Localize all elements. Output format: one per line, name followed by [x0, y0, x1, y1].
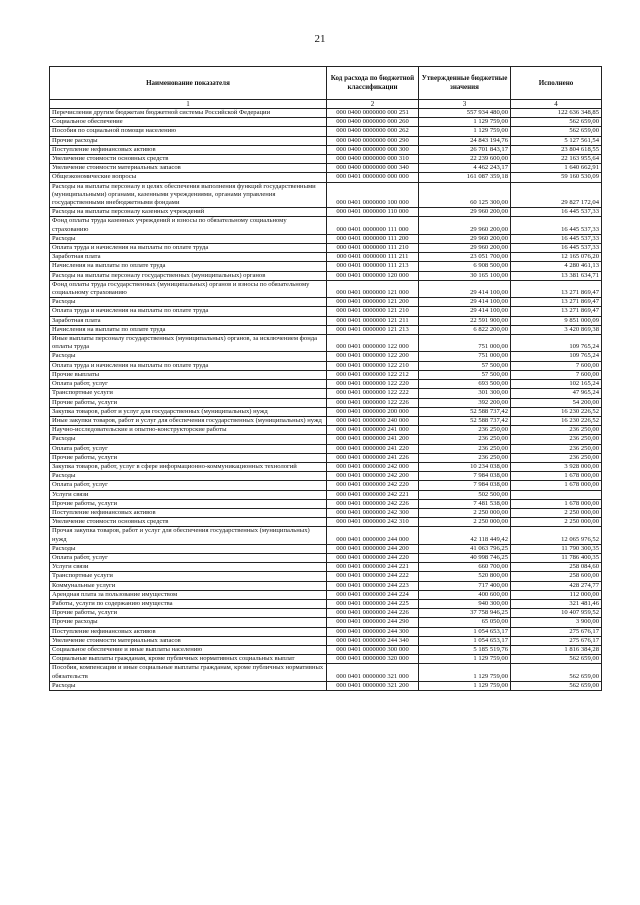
- row-name-cell: Поступление нефинансовых активов: [50, 508, 327, 517]
- table-row: [50, 544, 602, 553]
- row-name-cell: Заработная плата: [50, 316, 327, 325]
- row-name-cell: Работы, услуги по содержанию имущества: [50, 599, 327, 608]
- row-name-cell: Социальное обеспечение и иные выплаты населению: [50, 645, 327, 654]
- table-row: [50, 572, 602, 581]
- row-executed-cell: 562 659,00: [511, 118, 602, 127]
- row-code-cell: 000 0401 0000000 244 290: [327, 618, 419, 627]
- row-code-cell: 000 0401 0000000 241 220: [327, 444, 419, 453]
- table-row: [50, 335, 602, 352]
- row-code-cell: 000 0400 0000000 000 251: [327, 109, 419, 118]
- row-code-cell: 000 0400 0000000 000 310: [327, 155, 419, 164]
- row-approved-cell: 717 400,00: [419, 581, 511, 590]
- row-executed-cell: 258 600,00: [511, 572, 602, 581]
- table-row: [50, 262, 602, 271]
- row-code-cell: 000 0401 0000000 321 000: [327, 664, 419, 681]
- row-code-cell: 000 0401 0000000 300 000: [327, 645, 419, 654]
- row-approved-cell: 236 250,00: [419, 426, 511, 435]
- table-row: [50, 164, 602, 173]
- row-approved-cell: 400 600,00: [419, 590, 511, 599]
- row-approved-cell: 29 960 200,00: [419, 217, 511, 234]
- row-name-cell: Коммунальные услуги: [50, 581, 327, 590]
- row-name-cell: Пособия, компенсации и иные социальные выплаты гражданам, кроме публичных нормативных обязательств: [50, 664, 327, 681]
- table-row: [50, 118, 602, 127]
- row-code-cell: 000 0401 0000000 320 000: [327, 655, 419, 664]
- row-code-cell: 000 0401 0000000 244 226: [327, 609, 419, 618]
- row-approved-cell: 301 300,00: [419, 389, 511, 398]
- row-code-cell: 000 0401 0000000 241 200: [327, 435, 419, 444]
- row-name-cell: Транспортные услуги: [50, 572, 327, 581]
- row-code-cell: 000 0401 0000000 244 340: [327, 636, 419, 645]
- row-approved-cell: 557 934 480,00: [419, 109, 511, 118]
- row-name-cell: Услуги связи: [50, 490, 327, 499]
- row-approved-cell: 29 960 200,00: [419, 208, 511, 217]
- table-row: [50, 481, 602, 490]
- table-row: [50, 490, 602, 499]
- row-approved-cell: 40 998 746,25: [419, 553, 511, 562]
- row-code-cell: 000 0401 0000000 244 000: [327, 527, 419, 544]
- page-number: 21: [314, 33, 326, 45]
- table-row: [50, 416, 602, 425]
- row-approved-cell: 236 250,00: [419, 444, 511, 453]
- row-executed-cell: [511, 490, 602, 499]
- row-approved-cell: 60 125 300,00: [419, 182, 511, 208]
- row-name-cell: Прочие работы, услуги: [50, 609, 327, 618]
- row-executed-cell: 16 445 537,33: [511, 234, 602, 243]
- row-code-cell: 000 0400 0000000 000 300: [327, 145, 419, 154]
- table-row: [50, 182, 602, 208]
- row-executed-cell: 16 230 226,52: [511, 407, 602, 416]
- table-body: [50, 109, 602, 691]
- row-code-cell: 000 0401 0000000 244 225: [327, 599, 419, 608]
- row-executed-cell: 3 928 000,00: [511, 462, 602, 471]
- row-approved-cell: 693 500,00: [419, 380, 511, 389]
- table-row: [50, 407, 602, 416]
- row-executed-cell: 1 816 384,28: [511, 645, 602, 654]
- column-index: 3: [419, 100, 511, 109]
- row-code-cell: 000 0401 0000000 111 000: [327, 217, 419, 234]
- row-approved-cell: 6 822 200,00: [419, 325, 511, 334]
- header-executed: Исполнено: [511, 67, 602, 100]
- row-executed-cell: 16 445 537,33: [511, 208, 602, 217]
- row-code-cell: 000 0401 0000000 242 226: [327, 499, 419, 508]
- row-name-cell: Прочие работы, услуги: [50, 398, 327, 407]
- row-name-cell: Прочие работы, услуги: [50, 499, 327, 508]
- row-executed-cell: 10 407 959,52: [511, 609, 602, 618]
- row-name-cell: Научно-исследовательские и опытно-конструкторские работы: [50, 426, 327, 435]
- row-approved-cell: 1 129 759,00: [419, 664, 511, 681]
- row-code-cell: 000 0401 0000000 242 310: [327, 518, 419, 527]
- row-executed-cell: 1 640 662,91: [511, 164, 602, 173]
- row-approved-cell: 41 063 796,25: [419, 544, 511, 553]
- table-row: [50, 136, 602, 145]
- row-code-cell: 000 0401 0000000 122 220: [327, 380, 419, 389]
- row-name-cell: Иные закупки товаров, работ и услуг для обеспечения государственных (муниципальных) нужд: [50, 416, 327, 425]
- table-row: [50, 426, 602, 435]
- table-row: [50, 208, 602, 217]
- row-executed-cell: 7 600,00: [511, 370, 602, 379]
- row-code-cell: 000 0401 0000000 244 220: [327, 553, 419, 562]
- row-approved-cell: 751 000,00: [419, 352, 511, 361]
- row-approved-cell: 236 250,00: [419, 453, 511, 462]
- row-code-cell: 000 0401 0000000 244 223: [327, 581, 419, 590]
- row-executed-cell: 11 790 300,35: [511, 544, 602, 553]
- row-executed-cell: 16 230 226,52: [511, 416, 602, 425]
- row-approved-cell: 26 701 843,17: [419, 145, 511, 154]
- row-executed-cell: 16 445 537,33: [511, 217, 602, 234]
- row-executed-cell: 1 678 000,00: [511, 472, 602, 481]
- table-row: [50, 389, 602, 398]
- row-executed-cell: 13 271 869,47: [511, 280, 602, 297]
- table-row: [50, 472, 602, 481]
- row-approved-cell: 29 960 200,00: [419, 234, 511, 243]
- table-row: [50, 217, 602, 234]
- budget-expenditure-table: [49, 66, 602, 691]
- row-name-cell: Закупка товаров, работ и услуг для государственных (муниципальных) нужд: [50, 407, 327, 416]
- row-name-cell: Расходы: [50, 681, 327, 690]
- table-row: [50, 444, 602, 453]
- row-name-cell: Социальные выплаты гражданам, кроме публичных нормативных социальных выплат: [50, 655, 327, 664]
- row-approved-cell: 37 758 946,25: [419, 609, 511, 618]
- row-code-cell: 000 0401 0000000 242 000: [327, 462, 419, 471]
- row-executed-cell: 2 250 000,00: [511, 508, 602, 517]
- table-row: [50, 380, 602, 389]
- row-name-cell: Оплата работ, услуг: [50, 553, 327, 562]
- row-executed-cell: 3 420 869,38: [511, 325, 602, 334]
- column-index-row: [50, 100, 602, 109]
- table-row: [50, 681, 602, 690]
- row-name-cell: Заработная плата: [50, 253, 327, 262]
- table-row: [50, 453, 602, 462]
- row-name-cell: Расходы: [50, 234, 327, 243]
- row-name-cell: Начисления на выплаты по оплате труда: [50, 325, 327, 334]
- row-executed-cell: 13 271 869,47: [511, 298, 602, 307]
- table-row: [50, 316, 602, 325]
- row-approved-cell: 2 250 000,00: [419, 518, 511, 527]
- row-executed-cell: 4 280 461,13: [511, 262, 602, 271]
- row-name-cell: Оплата труда и начисления на выплаты по оплате труда: [50, 307, 327, 316]
- row-name-cell: Оплата работ, услуг: [50, 444, 327, 453]
- row-code-cell: 000 0401 0000000 122 212: [327, 370, 419, 379]
- row-executed-cell: 12 165 076,20: [511, 253, 602, 262]
- row-name-cell: Социальное обеспечение: [50, 118, 327, 127]
- table-row: [50, 352, 602, 361]
- table-row: [50, 618, 602, 627]
- row-code-cell: 000 0401 0000000 242 221: [327, 490, 419, 499]
- row-code-cell: 000 0401 0000000 122 226: [327, 398, 419, 407]
- row-name-cell: Перечисления другим бюджетам бюджетной системы Российской Федерации: [50, 109, 327, 118]
- table-row: [50, 234, 602, 243]
- row-executed-cell: 16 445 537,33: [511, 244, 602, 253]
- column-index: 1: [50, 100, 327, 109]
- row-name-cell: Расходы: [50, 435, 327, 444]
- row-executed-cell: 236 250,00: [511, 426, 602, 435]
- row-executed-cell: 9 851 000,09: [511, 316, 602, 325]
- row-executed-cell: 11 786 400,35: [511, 553, 602, 562]
- row-name-cell: Оплата труда и начисления на выплаты по оплате труда: [50, 361, 327, 370]
- row-name-cell: Увеличение стоимости материальных запасов: [50, 164, 327, 173]
- row-executed-cell: 112 000,00: [511, 590, 602, 599]
- row-name-cell: Расходы: [50, 472, 327, 481]
- row-executed-cell: 258 084,60: [511, 563, 602, 572]
- row-executed-cell: 13 271 869,47: [511, 307, 602, 316]
- row-name-cell: Поступление нефинансовых активов: [50, 627, 327, 636]
- row-name-cell: Иные выплаты персоналу государственных (муниципальных) органов, за исключением фонда оплаты труда: [50, 335, 327, 352]
- table-row: [50, 145, 602, 154]
- row-name-cell: Прочие расходы: [50, 618, 327, 627]
- header-name: Наименование показателя: [50, 67, 327, 100]
- table-row: [50, 499, 602, 508]
- row-name-cell: Расходы на выплаты персоналу в целях обеспечения выполнения функций государственными (муниципальными) органами, казенными учреждениями, органами управления государственными внебюджетными фондами: [50, 182, 327, 208]
- row-code-cell: 000 0401 0000000 110 000: [327, 208, 419, 217]
- row-code-cell: 000 0401 0000000 244 222: [327, 572, 419, 581]
- row-code-cell: 000 0401 0000000 121 000: [327, 280, 419, 297]
- table-row: [50, 325, 602, 334]
- row-approved-cell: 6 908 500,00: [419, 262, 511, 271]
- row-code-cell: 000 0401 0000000 000 000: [327, 173, 419, 182]
- row-name-cell: Увеличение стоимости основных средств: [50, 155, 327, 164]
- row-approved-cell: 52 588 737,42: [419, 407, 511, 416]
- row-approved-cell: 42 118 449,42: [419, 527, 511, 544]
- row-approved-cell: 22 591 900,00: [419, 316, 511, 325]
- table-row: [50, 508, 602, 517]
- row-approved-cell: 57 500,00: [419, 361, 511, 370]
- row-approved-cell: 161 087 359,18: [419, 173, 511, 182]
- row-code-cell: 000 0401 0000000 122 210: [327, 361, 419, 370]
- row-name-cell: Фонд оплаты труда государственных (муниципальных) органов и взносы по обязательному социальному страхованию: [50, 280, 327, 297]
- table-row: [50, 518, 602, 527]
- row-name-cell: Прочие работы, услуги: [50, 453, 327, 462]
- table-row: [50, 253, 602, 262]
- row-name-cell: Прочая закупка товаров, работ и услуг для обеспечения государственных (муниципальных) нужд: [50, 527, 327, 544]
- budget-table-container: [49, 66, 601, 691]
- column-index: 4: [511, 100, 602, 109]
- row-code-cell: 000 0400 0000000 000 260: [327, 118, 419, 127]
- row-name-cell: Оплата труда и начисления на выплаты по оплате труда: [50, 244, 327, 253]
- row-executed-cell: 109 765,24: [511, 335, 602, 352]
- row-code-cell: 000 0401 0000000 122 222: [327, 389, 419, 398]
- row-approved-cell: 4 462 243,17: [419, 164, 511, 173]
- table-row: [50, 298, 602, 307]
- row-executed-cell: 275 676,17: [511, 627, 602, 636]
- row-executed-cell: 1 678 000,00: [511, 481, 602, 490]
- row-code-cell: 000 0401 0000000 244 224: [327, 590, 419, 599]
- row-code-cell: 000 0401 0000000 100 000: [327, 182, 419, 208]
- table-row: [50, 244, 602, 253]
- row-name-cell: Прочие расходы: [50, 136, 327, 145]
- table-row: [50, 599, 602, 608]
- row-approved-cell: 30 165 100,00: [419, 271, 511, 280]
- row-executed-cell: 562 659,00: [511, 127, 602, 136]
- row-name-cell: Закупка товаров, работ, услуг в сфере информационно-коммуникационных технологий: [50, 462, 327, 471]
- table-row: [50, 636, 602, 645]
- row-approved-cell: 1 129 759,00: [419, 655, 511, 664]
- row-code-cell: 000 0401 0000000 111 200: [327, 234, 419, 243]
- row-code-cell: 000 0401 0000000 111 213: [327, 262, 419, 271]
- table-row: [50, 645, 602, 654]
- row-approved-cell: 24 843 194,76: [419, 136, 511, 145]
- row-executed-cell: 54 200,00: [511, 398, 602, 407]
- row-executed-cell: 321 481,46: [511, 599, 602, 608]
- table-row: [50, 155, 602, 164]
- row-name-cell: Поступление нефинансовых активов: [50, 145, 327, 154]
- row-executed-cell: 236 250,00: [511, 444, 602, 453]
- row-name-cell: Транспортные услуги: [50, 389, 327, 398]
- row-name-cell: Начисления на выплаты по оплате труда: [50, 262, 327, 271]
- table-row: [50, 280, 602, 297]
- row-executed-cell: 562 659,00: [511, 655, 602, 664]
- row-name-cell: Пособия по социальной помощи населению: [50, 127, 327, 136]
- table-row: [50, 370, 602, 379]
- row-executed-cell: 109 765,24: [511, 352, 602, 361]
- table-row: [50, 127, 602, 136]
- row-code-cell: 000 0401 0000000 122 200: [327, 352, 419, 361]
- row-executed-cell: 428 274,77: [511, 581, 602, 590]
- row-approved-cell: 7 984 038,00: [419, 472, 511, 481]
- row-name-cell: Расходы: [50, 352, 327, 361]
- row-code-cell: 000 0401 0000000 242 200: [327, 472, 419, 481]
- row-name-cell: Расходы на выплаты персоналу государственных (муниципальных) органов: [50, 271, 327, 280]
- row-executed-cell: 29 827 172,04: [511, 182, 602, 208]
- row-name-cell: Фонд оплаты труда казенных учреждений и взносы по обязательному социальному страхованию: [50, 217, 327, 234]
- row-executed-cell: 236 250,00: [511, 453, 602, 462]
- row-approved-cell: 1 054 653,17: [419, 627, 511, 636]
- table-row: [50, 109, 602, 118]
- row-executed-cell: 22 163 955,64: [511, 155, 602, 164]
- row-executed-cell: 3 900,00: [511, 618, 602, 627]
- table-row: [50, 664, 602, 681]
- row-approved-cell: 751 000,00: [419, 335, 511, 352]
- row-executed-cell: 102 165,24: [511, 380, 602, 389]
- row-executed-cell: 23 804 618,55: [511, 145, 602, 154]
- row-code-cell: 000 0400 0000000 000 262: [327, 127, 419, 136]
- header-code: Код расхода по бюджетной классификации: [327, 67, 419, 100]
- row-code-cell: 000 0401 0000000 242 220: [327, 481, 419, 490]
- row-code-cell: 000 0401 0000000 241 000: [327, 426, 419, 435]
- row-approved-cell: 29 414 100,00: [419, 307, 511, 316]
- row-code-cell: 000 0401 0000000 241 226: [327, 453, 419, 462]
- row-code-cell: 000 0401 0000000 111 210: [327, 244, 419, 253]
- row-approved-cell: 1 129 759,00: [419, 127, 511, 136]
- row-approved-cell: 1 054 653,17: [419, 636, 511, 645]
- table-row: [50, 553, 602, 562]
- row-code-cell: 000 0401 0000000 244 221: [327, 563, 419, 572]
- row-approved-cell: 7 984 038,00: [419, 481, 511, 490]
- table-header-row: [50, 67, 602, 100]
- row-code-cell: 000 0400 0000000 000 290: [327, 136, 419, 145]
- table-row: [50, 527, 602, 544]
- row-approved-cell: 29 414 100,00: [419, 298, 511, 307]
- row-executed-cell: 122 636 348,85: [511, 109, 602, 118]
- table-row: [50, 590, 602, 599]
- row-approved-cell: 940 300,00: [419, 599, 511, 608]
- row-executed-cell: 12 065 976,52: [511, 527, 602, 544]
- row-approved-cell: 1 129 759,00: [419, 681, 511, 690]
- row-approved-cell: 502 500,00: [419, 490, 511, 499]
- row-name-cell: Расходы: [50, 544, 327, 553]
- row-approved-cell: 1 129 759,00: [419, 118, 511, 127]
- row-code-cell: 000 0401 0000000 121 211: [327, 316, 419, 325]
- row-name-cell: Оплата работ, услуг: [50, 481, 327, 490]
- header-approved: Утвержденные бюджетные значения: [419, 67, 511, 100]
- row-code-cell: 000 0401 0000000 321 200: [327, 681, 419, 690]
- row-code-cell: 000 0401 0000000 242 300: [327, 508, 419, 517]
- row-name-cell: Услуги связи: [50, 563, 327, 572]
- table-row: [50, 609, 602, 618]
- row-approved-cell: 65 050,00: [419, 618, 511, 627]
- row-name-cell: Общеэкономические вопросы: [50, 173, 327, 182]
- row-executed-cell: 5 127 561,54: [511, 136, 602, 145]
- row-approved-cell: 7 481 538,00: [419, 499, 511, 508]
- row-code-cell: 000 0400 0000000 000 340: [327, 164, 419, 173]
- row-executed-cell: 275 676,17: [511, 636, 602, 645]
- row-code-cell: 000 0401 0000000 121 200: [327, 298, 419, 307]
- row-approved-cell: 520 800,00: [419, 572, 511, 581]
- row-approved-cell: 660 700,00: [419, 563, 511, 572]
- row-code-cell: 000 0401 0000000 120 000: [327, 271, 419, 280]
- table-row: [50, 627, 602, 636]
- row-approved-cell: 392 200,00: [419, 398, 511, 407]
- row-name-cell: Расходы: [50, 298, 327, 307]
- table-row: [50, 173, 602, 182]
- table-row: [50, 271, 602, 280]
- row-executed-cell: 47 965,24: [511, 389, 602, 398]
- row-name-cell: Оплата работ, услуг: [50, 380, 327, 389]
- row-executed-cell: 562 659,00: [511, 681, 602, 690]
- table-row: [50, 563, 602, 572]
- row-executed-cell: 1 678 000,00: [511, 499, 602, 508]
- row-approved-cell: 23 051 700,00: [419, 253, 511, 262]
- row-name-cell: Увеличение стоимости материальных запасов: [50, 636, 327, 645]
- row-executed-cell: 7 600,00: [511, 361, 602, 370]
- row-executed-cell: 13 381 634,71: [511, 271, 602, 280]
- row-name-cell: Увеличение стоимости основных средств: [50, 518, 327, 527]
- row-approved-cell: 29 414 100,00: [419, 280, 511, 297]
- row-executed-cell: 59 160 530,09: [511, 173, 602, 182]
- row-approved-cell: 236 250,00: [419, 435, 511, 444]
- row-approved-cell: 29 960 200,00: [419, 244, 511, 253]
- table-row: [50, 361, 602, 370]
- row-approved-cell: 22 239 600,00: [419, 155, 511, 164]
- row-executed-cell: 2 250 000,00: [511, 518, 602, 527]
- table-row: [50, 435, 602, 444]
- table-row: [50, 655, 602, 664]
- row-approved-cell: 10 234 038,00: [419, 462, 511, 471]
- row-code-cell: 000 0401 0000000 244 300: [327, 627, 419, 636]
- row-code-cell: 000 0401 0000000 240 000: [327, 416, 419, 425]
- row-name-cell: Прочие выплаты: [50, 370, 327, 379]
- row-approved-cell: 2 250 000,00: [419, 508, 511, 517]
- row-code-cell: 000 0401 0000000 111 211: [327, 253, 419, 262]
- table-row: [50, 307, 602, 316]
- row-name-cell: Расходы на выплаты персоналу казенных учреждений: [50, 208, 327, 217]
- column-index: 2: [327, 100, 419, 109]
- row-approved-cell: 52 588 737,42: [419, 416, 511, 425]
- row-name-cell: Арендная плата за пользование имуществом: [50, 590, 327, 599]
- row-code-cell: 000 0401 0000000 121 213: [327, 325, 419, 334]
- table-row: [50, 581, 602, 590]
- row-approved-cell: 57 500,00: [419, 370, 511, 379]
- row-code-cell: 000 0401 0000000 122 000: [327, 335, 419, 352]
- row-approved-cell: 5 185 519,76: [419, 645, 511, 654]
- row-code-cell: 000 0401 0000000 200 000: [327, 407, 419, 416]
- row-executed-cell: 236 250,00: [511, 435, 602, 444]
- table-row: [50, 398, 602, 407]
- row-code-cell: 000 0401 0000000 244 200: [327, 544, 419, 553]
- row-executed-cell: 562 659,00: [511, 664, 602, 681]
- table-row: [50, 462, 602, 471]
- row-code-cell: 000 0401 0000000 121 210: [327, 307, 419, 316]
